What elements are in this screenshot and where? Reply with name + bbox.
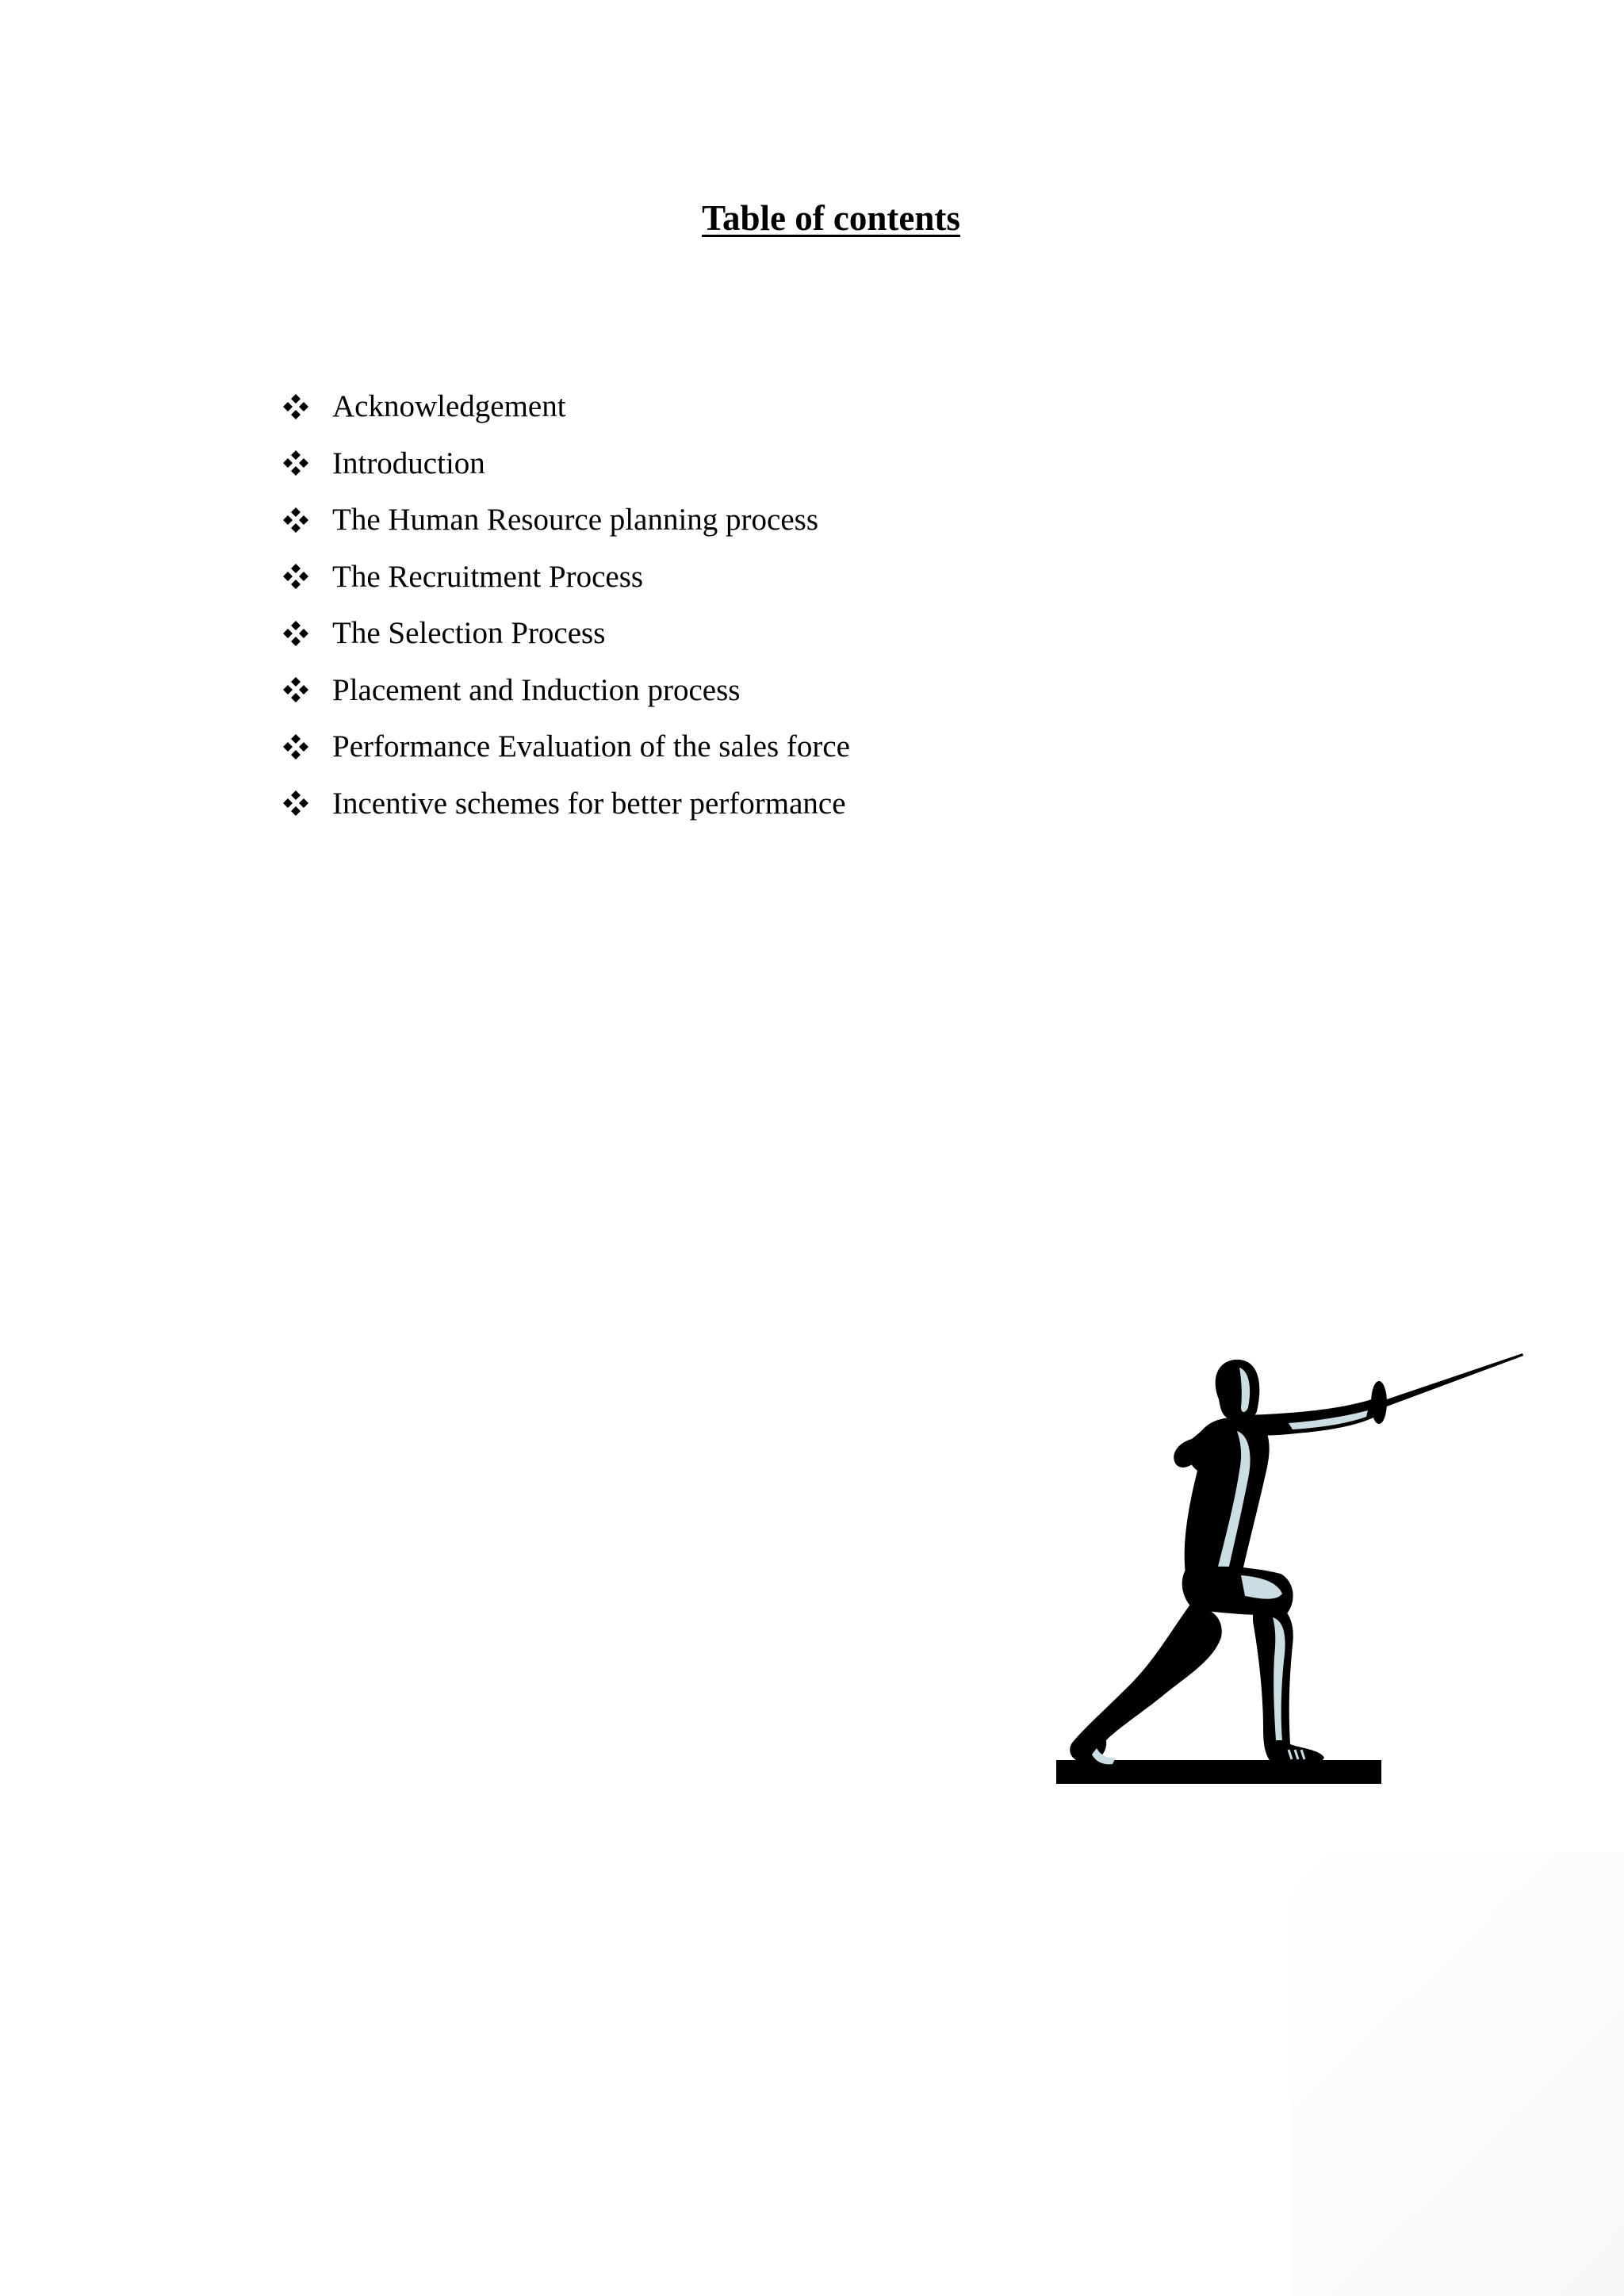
toc-item-label: Incentive schemes for better performance: [332, 786, 846, 821]
toc-item: [282, 605, 850, 662]
four-diamond-bullet-icon: [282, 619, 310, 648]
toc-item-label: The Human Resource planning process: [332, 503, 818, 537]
toc-item-label: Placement and Induction process: [332, 672, 741, 707]
four-diamond-bullet-icon: [282, 562, 310, 591]
toc-item-label: The Recruitment Process: [332, 559, 644, 594]
toc-item-label: Introduction: [332, 446, 485, 480]
toc-item: [282, 549, 850, 606]
toc-item-label: Acknowledgement: [332, 389, 566, 423]
toc-item-label: Performance Evaluation of the sales force: [332, 729, 850, 763]
four-diamond-bullet-icon: [282, 733, 310, 761]
fencer-sword: [1382, 1353, 1523, 1407]
table-of-contents-list: [282, 378, 850, 832]
toc-item: [282, 718, 850, 775]
four-diamond-bullet-icon: [282, 789, 310, 817]
toc-item-label: The Selection Process: [332, 616, 606, 650]
four-diamond-bullet-icon: [282, 506, 310, 534]
four-diamond-bullet-icon: [282, 392, 310, 421]
toc-item: [282, 435, 850, 492]
four-diamond-bullet-icon: [282, 449, 310, 477]
toc-item: [282, 662, 850, 719]
page-title: Table of contents: [702, 198, 960, 238]
toc-item: [282, 378, 850, 435]
toc-item: [282, 775, 850, 832]
four-diamond-bullet-icon: [282, 675, 310, 704]
corner-shading: [1291, 1852, 1624, 2296]
toc-item: [282, 492, 850, 549]
fencer-illustration: [1051, 1344, 1526, 1788]
